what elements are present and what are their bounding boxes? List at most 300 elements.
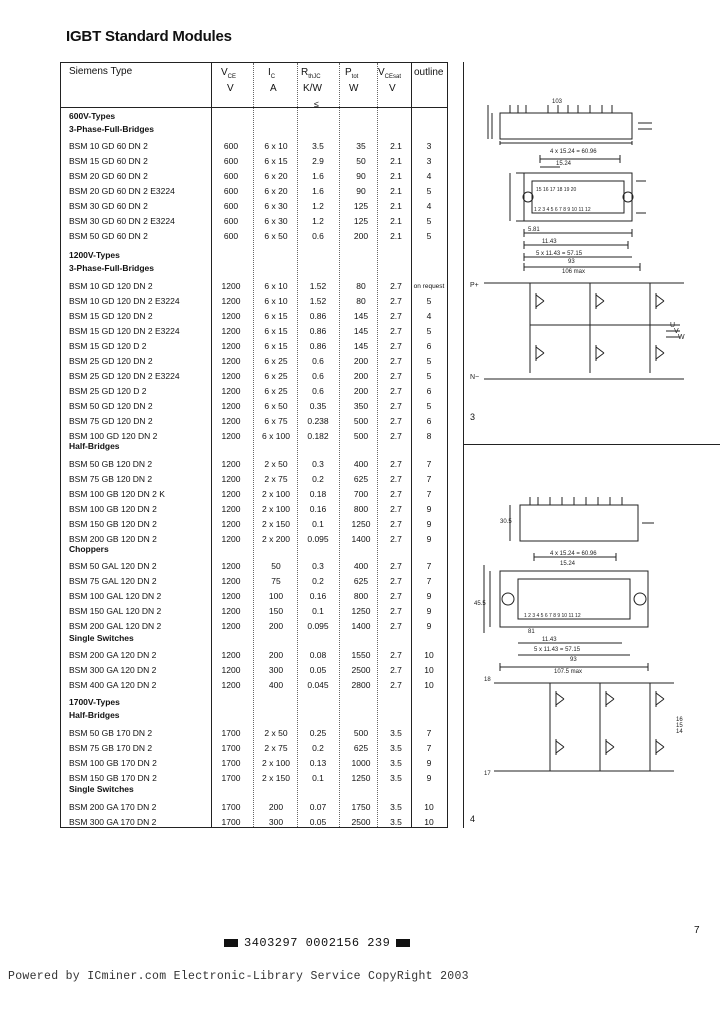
- cell-rth: 0.16: [309, 591, 327, 601]
- cell-ptot: 625: [353, 576, 369, 586]
- cell-vcesat: 2.7: [390, 591, 402, 601]
- cell-rth: 1.6: [312, 186, 324, 196]
- cell-ic: 6 x 10: [264, 281, 288, 291]
- table-row: [61, 139, 447, 154]
- pin-16: 16: [676, 717, 683, 723]
- cell-ic: 300: [268, 817, 284, 827]
- cell-type: BSM 10 GD 120 DN 2 E3224: [69, 296, 180, 306]
- cell-rth: 0.08: [309, 650, 327, 660]
- dim-1524: 15.24: [556, 161, 572, 167]
- cell-type: BSM 15 GD 120 DN 2: [69, 311, 153, 321]
- pin-14: 14: [676, 729, 683, 735]
- cell-ptot: 200: [353, 386, 369, 396]
- cell-type: BSM 25 GD 120 DN 2: [69, 356, 153, 366]
- cell-vce: 1700: [221, 773, 241, 783]
- cell-ptot: 500: [353, 431, 369, 441]
- section-heading: 3-Phase-Full-Bridges: [69, 263, 155, 273]
- cell-ptot: 90: [356, 171, 366, 181]
- table-row: [61, 199, 447, 214]
- cell-ic: 6 x 10: [264, 141, 288, 151]
- cell-vcesat: 2.7: [390, 576, 402, 586]
- cell-vce: 1700: [221, 728, 241, 738]
- cell-vcesat: 2.1: [390, 231, 402, 241]
- cell-type: BSM 300 GA 170 DN 2: [69, 817, 157, 827]
- cell-outline: 9: [426, 773, 432, 783]
- table-row: [61, 184, 447, 199]
- cell-ic: 2 x 50: [264, 459, 288, 469]
- cell-ptot: 145: [353, 326, 369, 336]
- table-row: [61, 472, 447, 487]
- table-row: [61, 815, 447, 830]
- section-heading: Single Switches: [69, 633, 134, 643]
- dim-5x1143: 5 x 11.43 = 57.15: [536, 251, 583, 257]
- cell-ic: 400: [268, 680, 284, 690]
- cell-ic: 6 x 15: [264, 326, 288, 336]
- cell-vce: 1200: [221, 621, 241, 631]
- cell-vcesat: 2.7: [390, 489, 402, 499]
- cell-ic: 2 x 100: [262, 758, 290, 768]
- cell-vce: 1200: [221, 606, 241, 616]
- cell-ptot: 200: [353, 371, 369, 381]
- cell-ptot: 1750: [351, 802, 371, 812]
- cell-type: BSM 100 GD 120 DN 2: [69, 431, 158, 441]
- cell-ic: 6 x 25: [264, 386, 288, 396]
- cell-outline: 5: [426, 371, 432, 381]
- table-row: [61, 324, 447, 339]
- cell-vcesat: 2.7: [390, 311, 402, 321]
- cell-vcesat: 2.7: [390, 326, 402, 336]
- dim-93: 93: [570, 657, 577, 663]
- cell-ic: 6 x 15: [264, 341, 288, 351]
- table-row: [61, 169, 447, 184]
- cell-rth: 0.6: [312, 356, 324, 366]
- cell-type: BSM 400 GA 120 DN 2: [69, 680, 157, 690]
- package-drawing-outline-4: [470, 495, 715, 785]
- circuit-schematic-4: [494, 683, 674, 771]
- section-heading: Choppers: [69, 544, 109, 554]
- cell-ptot: 145: [353, 341, 369, 351]
- cell-outline: 5: [426, 401, 432, 411]
- cell-vcesat: 2.7: [390, 431, 402, 441]
- cell-vce: 1200: [221, 401, 241, 411]
- cell-vcesat: 2.7: [390, 416, 402, 426]
- cell-ic: 200: [268, 802, 284, 812]
- cell-vce: 1200: [221, 371, 241, 381]
- cell-vcesat: 3.5: [390, 802, 402, 812]
- table-row: [61, 574, 447, 589]
- cell-type: BSM 50 GD 60 DN 2: [69, 231, 148, 241]
- cell-ic: 6 x 50: [264, 401, 288, 411]
- cell-vcesat: 2.7: [390, 680, 402, 690]
- cell-ic: 2 x 100: [262, 504, 290, 514]
- cell-vcesat: 2.1: [390, 216, 402, 226]
- cell-vce: 600: [223, 216, 239, 226]
- page-title: IGBT Standard Modules: [66, 28, 232, 45]
- label-n: N−: [470, 374, 480, 381]
- cell-vce: 1200: [221, 431, 241, 441]
- outline-label-lower: 4: [470, 814, 476, 824]
- cell-vcesat: 2.1: [390, 201, 402, 211]
- cell-vcesat: 3.5: [390, 817, 402, 827]
- cell-vce: 1200: [221, 296, 241, 306]
- cell-type: BSM 200 GA 170 DN 2: [69, 802, 157, 812]
- cell-outline: 3: [426, 141, 432, 151]
- cell-vcesat: 2.1: [390, 186, 402, 196]
- cell-rth: 0.238: [307, 416, 329, 426]
- cell-ic: 6 x 25: [264, 371, 288, 381]
- table-row: [61, 339, 447, 354]
- cell-ic: 6 x 15: [264, 311, 288, 321]
- cell-ptot: 700: [353, 489, 369, 499]
- cell-outline: 10: [424, 650, 434, 660]
- cell-vcesat: 2.7: [390, 561, 402, 571]
- cell-type: BSM 50 GB 170 DN 2: [69, 728, 153, 738]
- cell-vcesat: 2.7: [390, 650, 402, 660]
- cell-rth: 0.05: [309, 665, 327, 675]
- cell-outline: 7: [426, 459, 432, 469]
- cell-outline: 6: [426, 341, 432, 351]
- cell-outline: 7: [426, 489, 432, 499]
- pins-bottom: 1 2 3 4 5 6 7 8 9 10 11 12: [524, 613, 581, 619]
- cell-outline: 10: [424, 802, 434, 812]
- cell-outline: 6: [426, 416, 432, 426]
- cell-vce: 600: [223, 156, 239, 166]
- dim-305: 30.5: [500, 519, 512, 525]
- cell-vcesat: 2.7: [390, 606, 402, 616]
- cell-ic: 6 x 50: [264, 231, 288, 241]
- col-vcesat-unit: V: [389, 83, 396, 94]
- cell-rth: 0.3: [312, 459, 324, 469]
- cell-vcesat: 3.5: [390, 728, 402, 738]
- cell-vce: 1700: [221, 758, 241, 768]
- cell-rth: 0.1: [312, 773, 324, 783]
- dim-455: 45.5: [474, 601, 486, 607]
- cell-type: BSM 150 GB 170 DN 2: [69, 773, 157, 783]
- cell-ic: 300: [268, 665, 284, 675]
- cell-ic: 6 x 30: [264, 201, 288, 211]
- section-heading: Half-Bridges: [69, 710, 120, 720]
- cell-rth: 1.52: [309, 296, 327, 306]
- cell-vcesat: 2.7: [390, 504, 402, 514]
- col-rth: $R_{thJC}$: [301, 67, 321, 80]
- cell-outline: 4: [426, 201, 432, 211]
- col-type: Siemens Type: [69, 66, 133, 77]
- cell-outline: on request: [413, 283, 445, 290]
- cell-type: BSM 30 GD 60 DN 2 E3224: [69, 216, 175, 226]
- label-u: U: [670, 322, 676, 329]
- cell-type: BSM 15 GD 60 DN 2: [69, 156, 148, 166]
- cell-type: BSM 150 GAL 120 DN 2: [69, 606, 162, 616]
- cell-vce: 1200: [221, 281, 241, 291]
- drawing-separator: [463, 444, 720, 445]
- cell-outline: 9: [426, 606, 432, 616]
- cell-type: BSM 20 GD 60 DN 2 E3224: [69, 186, 175, 196]
- label-v: V: [674, 328, 679, 335]
- cell-outline: 10: [424, 680, 434, 690]
- table-row: [61, 663, 447, 678]
- section-heading: 600V-Types: [69, 111, 116, 121]
- cell-outline: 3: [426, 156, 432, 166]
- cell-type: BSM 200 GA 120 DN 2: [69, 650, 157, 660]
- table-row: [61, 800, 447, 815]
- page-number: 7: [694, 925, 700, 936]
- cell-type: BSM 50 GAL 120 DN 2: [69, 561, 157, 571]
- cell-ic: 150: [268, 606, 284, 616]
- cell-ic: 6 x 10: [264, 296, 288, 306]
- dim-103: 103: [552, 99, 563, 105]
- cell-rth: 0.35: [309, 401, 327, 411]
- cell-type: BSM 25 GD 120 D 2: [69, 386, 147, 396]
- label-w: W: [678, 334, 685, 341]
- cell-ic: 6 x 25: [264, 356, 288, 366]
- cell-vce: 1200: [221, 504, 241, 514]
- cell-vce: 600: [223, 141, 239, 151]
- cell-ic: 2 x 50: [264, 728, 288, 738]
- cell-outline: 7: [426, 576, 432, 586]
- cell-ic: 100: [268, 591, 284, 601]
- cell-outline: 10: [424, 817, 434, 827]
- cell-ptot: 1250: [351, 519, 371, 529]
- col-rth-unit: K/W: [303, 83, 322, 94]
- dim-1524: 15.24: [560, 561, 576, 567]
- cell-outline: 7: [426, 561, 432, 571]
- cell-ptot: 2500: [351, 665, 371, 675]
- cell-rth: 0.095: [307, 534, 329, 544]
- col-ic-unit: A: [270, 83, 277, 94]
- cell-vce: 600: [223, 186, 239, 196]
- cell-vce: 1200: [221, 534, 241, 544]
- cell-rth: 0.1: [312, 606, 324, 616]
- cell-rth: 3.5: [312, 141, 324, 151]
- dim-1143: 11.43: [542, 637, 557, 643]
- table-row: [61, 229, 447, 244]
- cell-ptot: 800: [353, 504, 369, 514]
- cell-vcesat: 2.7: [390, 356, 402, 366]
- cell-vce: 1200: [221, 474, 241, 484]
- igbt-table: [60, 62, 448, 828]
- table-row: [61, 741, 447, 756]
- dim-1143: 11.43: [542, 239, 557, 245]
- cell-vcesat: 2.7: [390, 386, 402, 396]
- cell-vce: 1200: [221, 489, 241, 499]
- cell-rth: 0.18: [309, 489, 327, 499]
- col-vce-unit: V: [227, 83, 234, 94]
- cell-vcesat: 2.7: [390, 281, 402, 291]
- dim-93: 93: [568, 259, 575, 265]
- col-ptot: $P_{tot}$: [345, 67, 359, 80]
- package-side-view: [500, 113, 632, 139]
- cell-vce: 1200: [221, 519, 241, 529]
- cell-vce: 1700: [221, 743, 241, 753]
- cell-vce: 1200: [221, 591, 241, 601]
- table-row: [61, 414, 447, 429]
- cell-outline: 5: [426, 216, 432, 226]
- cell-type: BSM 100 GB 170 DN 2: [69, 758, 157, 768]
- cell-rth: 0.2: [312, 474, 324, 484]
- cell-vcesat: 2.7: [390, 296, 402, 306]
- cell-rth: 0.25: [309, 728, 327, 738]
- cell-type: BSM 50 GB 120 DN 2: [69, 459, 153, 469]
- cell-ptot: 80: [356, 296, 366, 306]
- cell-ic: 6 x 15: [264, 156, 288, 166]
- pin-18: 18: [484, 677, 491, 683]
- col-ic: $I_C$: [268, 67, 276, 80]
- cell-rth: 0.6: [312, 386, 324, 396]
- cell-ic: 200: [268, 621, 284, 631]
- package-drawing-outline-3: [470, 95, 715, 395]
- cell-outline: 10: [424, 665, 434, 675]
- cell-vce: 1200: [221, 416, 241, 426]
- cell-vcesat: 2.7: [390, 371, 402, 381]
- cell-rth: 0.1: [312, 519, 324, 529]
- barcode-mark: [396, 939, 410, 947]
- cell-vce: 1700: [221, 802, 241, 812]
- cell-ic: 200: [268, 650, 284, 660]
- cell-vce: 1200: [221, 665, 241, 675]
- cell-ic: 2 x 75: [264, 743, 288, 753]
- cell-vcesat: 3.5: [390, 743, 402, 753]
- cell-rth: 2.9: [312, 156, 324, 166]
- cell-ptot: 80: [356, 281, 366, 291]
- cell-ptot: 145: [353, 311, 369, 321]
- dim-581: 5.81: [528, 227, 540, 233]
- table-row: [61, 648, 447, 663]
- table-row: [61, 214, 447, 229]
- cell-ic: 2 x 150: [262, 519, 290, 529]
- cell-type: BSM 200 GB 120 DN 2: [69, 534, 157, 544]
- cell-type: BSM 10 GD 120 DN 2: [69, 281, 153, 291]
- table-row: [61, 532, 447, 547]
- cell-ptot: 1000: [351, 758, 371, 768]
- table-row: [61, 384, 447, 399]
- cell-rth: 0.095: [307, 621, 329, 631]
- cell-outline: 6: [426, 386, 432, 396]
- table-row: [61, 604, 447, 619]
- cell-rth: 0.86: [309, 326, 327, 336]
- section-heading: 3-Phase-Full-Bridges: [69, 124, 155, 134]
- cell-vcesat: 2.7: [390, 341, 402, 351]
- cell-type: BSM 75 GAL 120 DN 2: [69, 576, 157, 586]
- cell-rth: 0.045: [307, 680, 329, 690]
- header-rule: [61, 107, 447, 108]
- cell-ptot: 400: [353, 561, 369, 571]
- table-row: [61, 502, 447, 517]
- cell-ptot: 200: [353, 356, 369, 366]
- cell-rth: 0.2: [312, 743, 324, 753]
- table-row: [61, 309, 447, 324]
- table-row: [61, 429, 447, 444]
- cell-outline: 9: [426, 591, 432, 601]
- cell-ptot: 50: [356, 156, 366, 166]
- cell-outline: 5: [426, 231, 432, 241]
- table-row: [61, 771, 447, 786]
- outline-label-upper: 3: [470, 412, 476, 422]
- cell-rth: 0.86: [309, 341, 327, 351]
- cell-ic: 50: [271, 561, 281, 571]
- cell-vce: 600: [223, 231, 239, 241]
- cell-type: BSM 75 GB 170 DN 2: [69, 743, 153, 753]
- cell-type: BSM 50 GD 120 DN 2: [69, 401, 153, 411]
- table-row: [61, 279, 447, 294]
- cell-type: BSM 15 GD 120 D 2: [69, 341, 147, 351]
- cell-outline: 9: [426, 519, 432, 529]
- cell-rth: 0.3: [312, 561, 324, 571]
- cell-ic: 2 x 200: [262, 534, 290, 544]
- table-row: [61, 369, 447, 384]
- cell-ptot: 1400: [351, 534, 371, 544]
- cell-ptot: 625: [353, 743, 369, 753]
- table-row: [61, 517, 447, 532]
- col-vce: $V_{CE}$: [221, 67, 237, 80]
- cell-outline: 5: [426, 326, 432, 336]
- section-heading: Half-Bridges: [69, 441, 120, 451]
- table-row: [61, 354, 447, 369]
- cell-rth: 0.07: [309, 802, 327, 812]
- cell-ptot: 125: [353, 216, 369, 226]
- cell-outline: 5: [426, 186, 432, 196]
- footer-credit: Powered by ICminer.com Electronic-Library Service CopyRight 2003: [8, 970, 469, 983]
- pin-15: 15: [676, 723, 683, 729]
- cell-type: BSM 100 GAL 120 DN 2: [69, 591, 162, 601]
- cell-vce: 1200: [221, 356, 241, 366]
- cell-type: BSM 15 GD 120 DN 2 E3224: [69, 326, 180, 336]
- cell-outline: 7: [426, 728, 432, 738]
- cell-ptot: 35: [356, 141, 366, 151]
- cell-vce: 1200: [221, 650, 241, 660]
- cell-ic: 6 x 100: [262, 431, 290, 441]
- table-row: [61, 589, 447, 604]
- cell-type: BSM 200 GAL 120 DN 2: [69, 621, 162, 631]
- cell-rth: 0.16: [309, 504, 327, 514]
- cell-rth: 0.6: [312, 231, 324, 241]
- dim-81: 81: [528, 629, 535, 635]
- cell-vcesat: 2.1: [390, 156, 402, 166]
- cell-vcesat: 2.7: [390, 519, 402, 529]
- cell-outline: 7: [426, 474, 432, 484]
- cell-vcesat: 3.5: [390, 773, 402, 783]
- cell-vcesat: 2.1: [390, 141, 402, 151]
- cell-ptot: 625: [353, 474, 369, 484]
- cell-vcesat: 2.1: [390, 171, 402, 181]
- cell-type: BSM 150 GB 120 DN 2: [69, 519, 157, 529]
- cell-type: BSM 10 GD 60 DN 2: [69, 141, 148, 151]
- cell-vce: 600: [223, 171, 239, 181]
- cell-vcesat: 2.7: [390, 459, 402, 469]
- cell-outline: 9: [426, 504, 432, 514]
- cell-rth: 1.52: [309, 281, 327, 291]
- cell-ptot: 500: [353, 416, 369, 426]
- cell-vcesat: 2.7: [390, 534, 402, 544]
- cell-vce: 600: [223, 201, 239, 211]
- cell-type: BSM 75 GD 120 DN 2: [69, 416, 153, 426]
- cell-ptot: 1250: [351, 606, 371, 616]
- table-row: [61, 726, 447, 741]
- cell-type: BSM 25 GD 120 DN 2 E3224: [69, 371, 180, 381]
- cell-type: BSM 30 GD 60 DN 2: [69, 201, 148, 211]
- cell-ptot: 800: [353, 591, 369, 601]
- table-row: [61, 457, 447, 472]
- cell-ptot: 200: [353, 231, 369, 241]
- cell-vce: 1200: [221, 341, 241, 351]
- cell-vce: 1200: [221, 680, 241, 690]
- dim-4x1524: 4 x 15.24 = 60.96: [550, 149, 597, 155]
- cell-ic: 6 x 20: [264, 186, 288, 196]
- table-row: [61, 487, 447, 502]
- cell-outline: 7: [426, 743, 432, 753]
- cell-vce: 1700: [221, 817, 241, 827]
- cell-ic: 75: [271, 576, 281, 586]
- col-ptot-unit: W: [349, 83, 359, 94]
